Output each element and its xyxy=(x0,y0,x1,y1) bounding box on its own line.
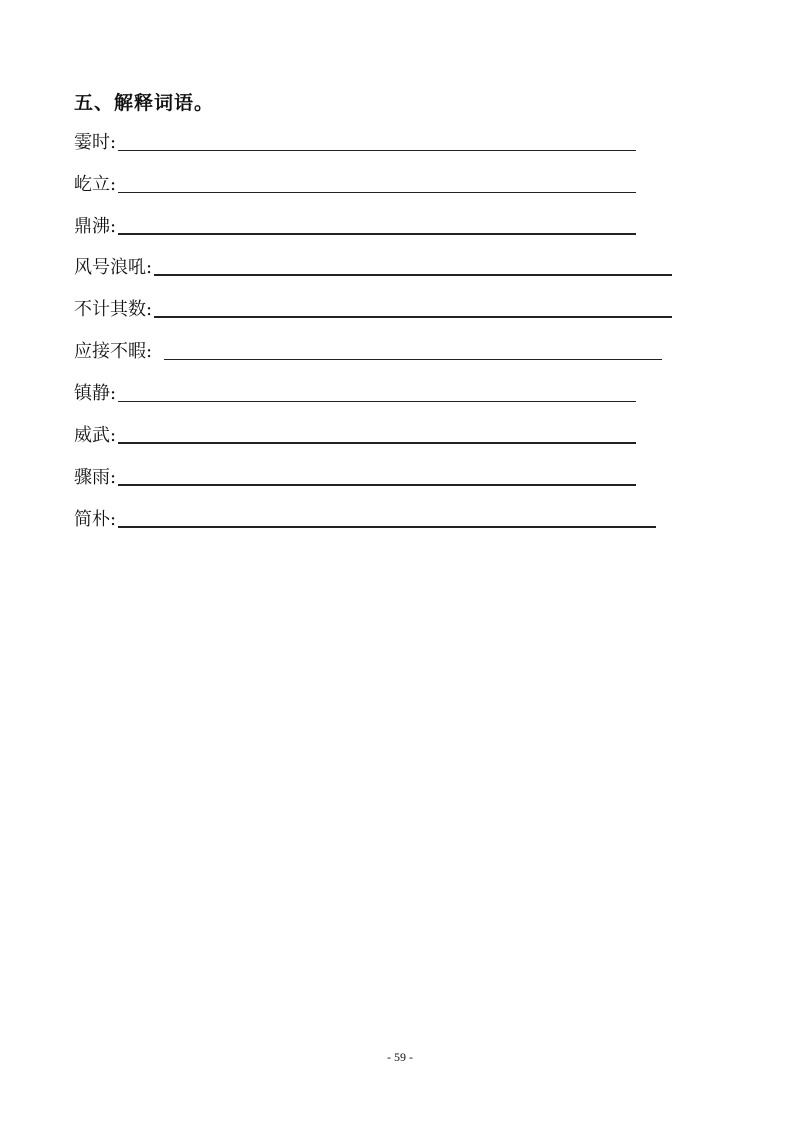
vocab-term: 骤雨 xyxy=(74,467,110,488)
term-colon: : xyxy=(146,257,153,278)
term-colon: : xyxy=(110,216,117,237)
term-colon: : xyxy=(146,299,153,320)
term-colon: : xyxy=(110,383,117,404)
vocab-item-1 xyxy=(74,128,636,154)
answer-blank[interactable] xyxy=(154,274,672,276)
answer-blank[interactable] xyxy=(118,484,636,486)
term-colon: : xyxy=(110,174,117,195)
vocab-item-6 xyxy=(74,337,662,363)
vocab-term: 简朴 xyxy=(74,509,110,530)
vocab-term: 威武 xyxy=(74,425,110,446)
answer-blank[interactable] xyxy=(118,233,636,235)
answer-blank[interactable] xyxy=(118,442,636,444)
vocab-item-3 xyxy=(74,212,636,238)
vocab-term: 应接不暇 xyxy=(74,341,146,362)
answer-blank[interactable] xyxy=(118,401,636,402)
vocab-item-5 xyxy=(74,295,672,321)
vocab-item-7 xyxy=(74,379,636,405)
page-number: - 59 - xyxy=(387,1050,413,1064)
vocab-term: 鼎沸 xyxy=(74,216,110,237)
vocab-item-4 xyxy=(74,253,672,279)
answer-blank[interactable] xyxy=(154,316,672,318)
term-colon: : xyxy=(110,425,117,446)
vocab-term: 镇静 xyxy=(74,383,110,404)
vocab-term: 不计其数 xyxy=(74,299,146,320)
term-colon: : xyxy=(110,467,117,488)
vocab-item-8 xyxy=(74,421,636,447)
vocab-item-9 xyxy=(74,463,636,489)
vocab-item-2 xyxy=(74,170,636,196)
section-heading: 五、解释词语。 xyxy=(74,92,215,114)
answer-blank[interactable] xyxy=(118,150,636,151)
answer-blank[interactable] xyxy=(164,359,662,360)
term-colon: : xyxy=(146,341,153,362)
vocab-term: 屹立 xyxy=(74,174,110,195)
answer-blank[interactable] xyxy=(118,192,636,193)
answer-blank[interactable] xyxy=(118,526,656,528)
vocab-item-10 xyxy=(74,505,656,531)
vocab-term: 风号浪吼 xyxy=(74,257,146,278)
term-colon: : xyxy=(110,132,117,153)
term-colon: : xyxy=(110,509,117,530)
vocab-term: 霎时 xyxy=(74,132,110,153)
